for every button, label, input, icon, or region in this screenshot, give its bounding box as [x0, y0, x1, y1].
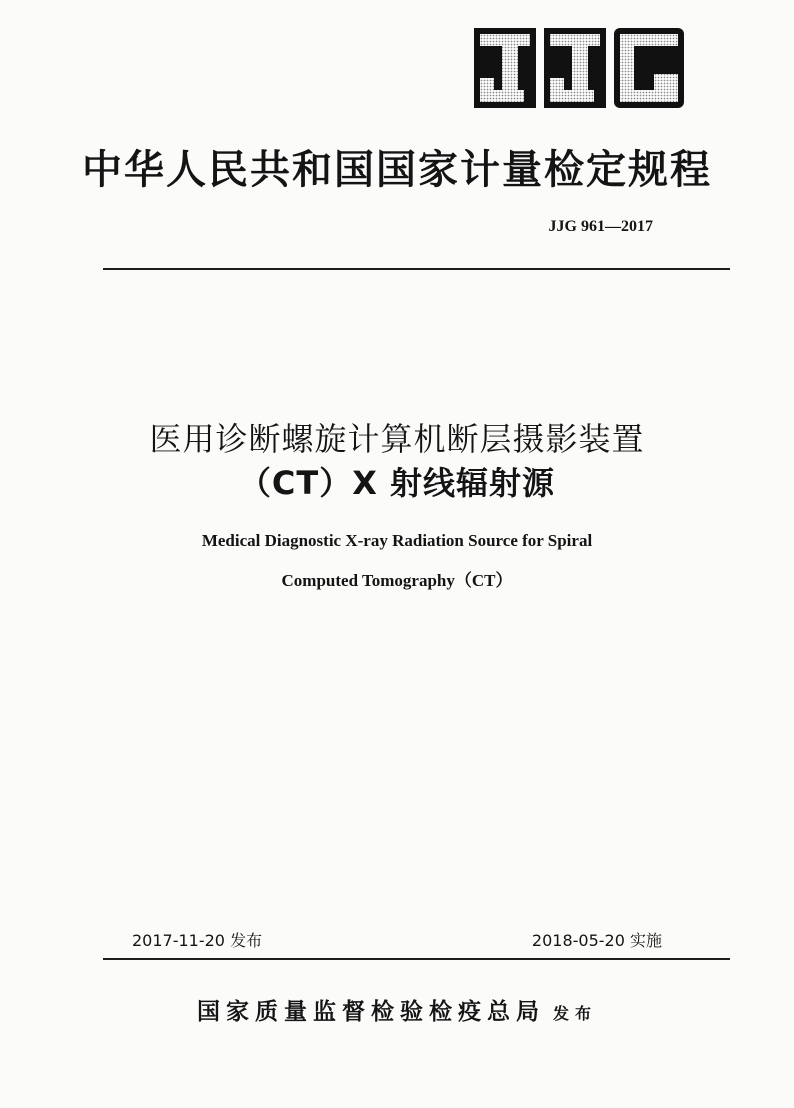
logo-letter-g — [614, 28, 684, 108]
publisher-organization: 国家质量监督检验检疫总局 — [196, 998, 545, 1025]
standard-code: JJG 961—2017 — [548, 218, 653, 235]
publisher-action: 发布 — [552, 1004, 597, 1023]
title-chinese-line-2: （CT）X 射线辐射源 — [238, 464, 556, 502]
logo-letter-j1 — [474, 28, 536, 108]
title-chinese-line-1: 医用诊断螺旋计算机断层摄影装置 — [149, 420, 645, 458]
series-title: 中华人民共和国国家计量检定规程 — [82, 147, 712, 193]
title-english-line-1: Medical Diagnostic X-ray Radiation Source for Spiral — [201, 531, 593, 550]
bottom-divider — [103, 958, 730, 960]
publisher-line — [0, 993, 794, 1026]
issue-date: 2017-11-20 发布 — [132, 931, 263, 950]
top-divider — [103, 268, 730, 270]
logo-letter-j2 — [544, 28, 606, 108]
jjg-logo — [468, 22, 690, 114]
implementation-date: 2018-05-20 实施 — [531, 931, 662, 950]
title-english-line-2: Computed Tomography（CT） — [281, 571, 513, 590]
